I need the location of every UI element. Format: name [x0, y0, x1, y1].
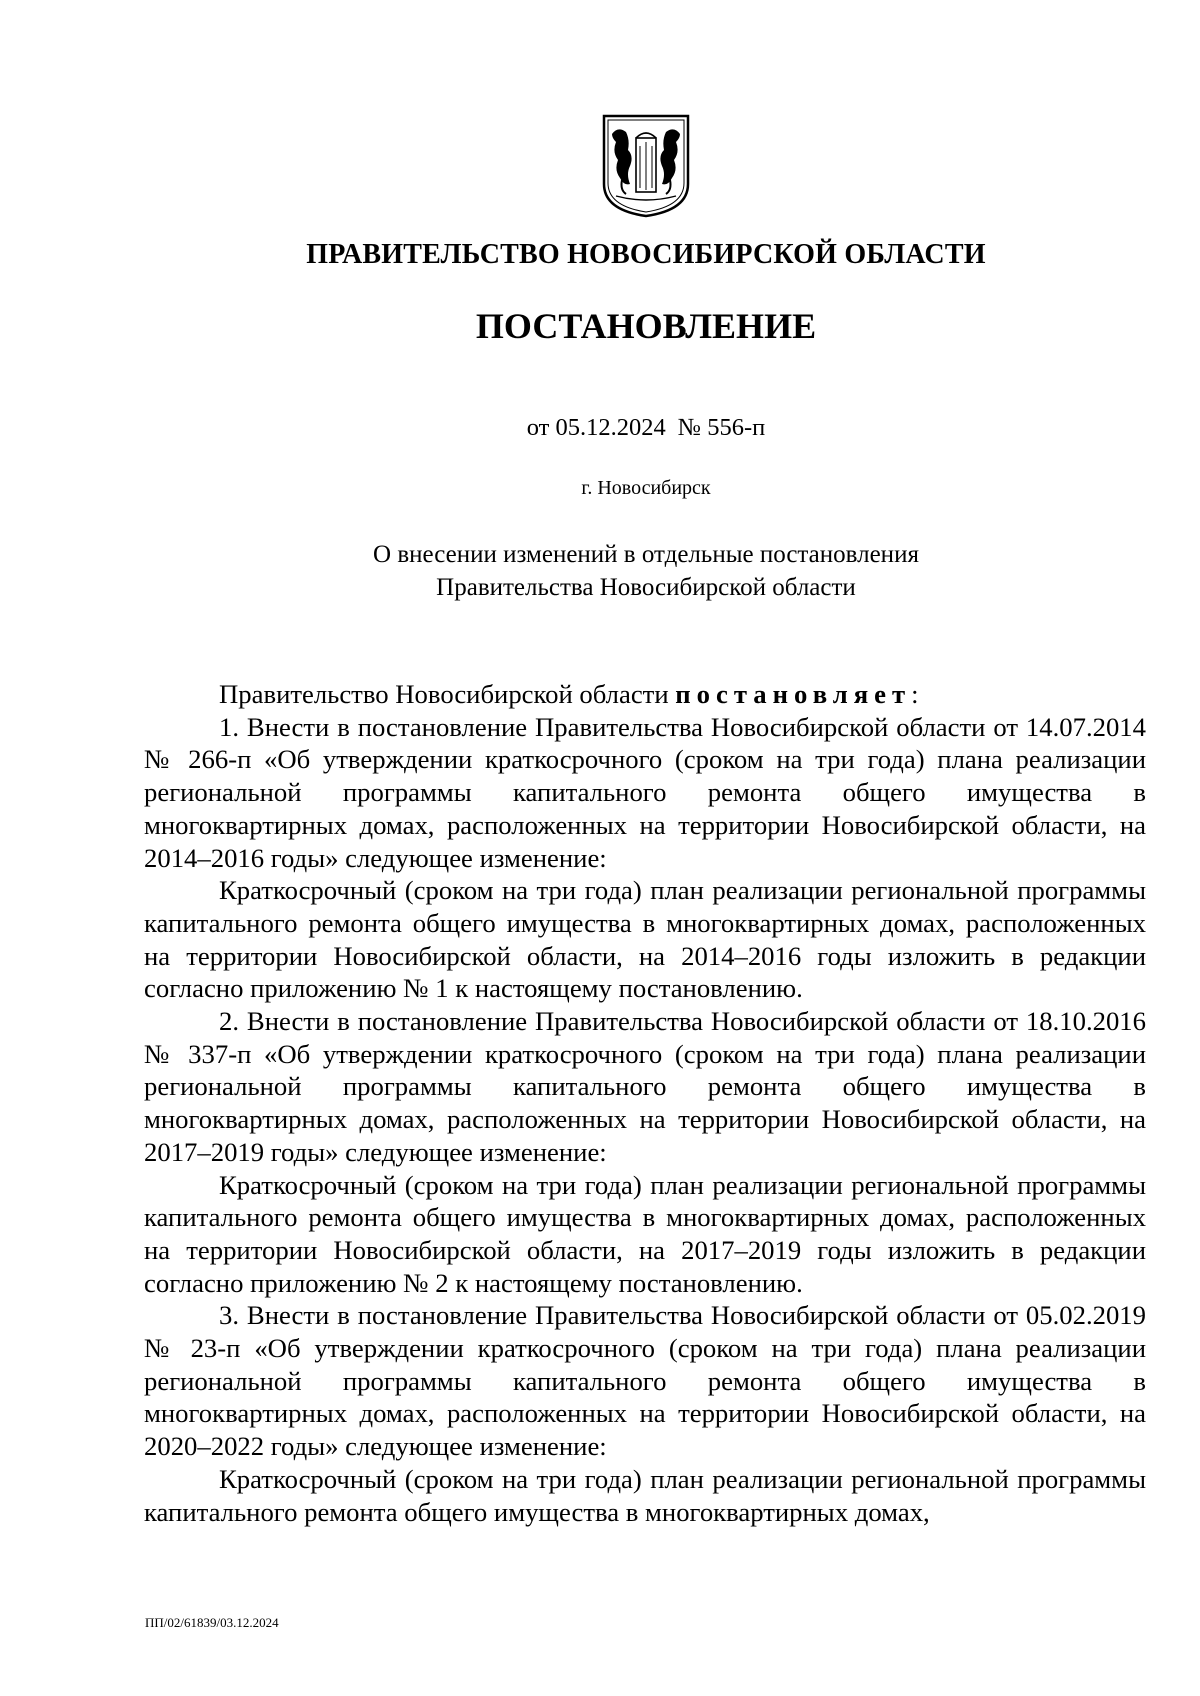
paragraph-3-change: Краткосрочный (сроком на три года) план реализации региональной программы капитального ремонта общего имущества в многоквартирных домах,: [144, 1463, 1146, 1527]
subject-line-2: Правительства Новосибирской области: [436, 574, 856, 601]
paragraph-2: 2. Внести в постановление Правительства Новосибирской области от 18.10.2016 № 337-п «Об утверждении краткосрочного (сроком на три года) плана реализации региональной программы капитального ремонта общего имущества в многоквартирных домах, расположенных на территории Новосибирской области, на 2017–2019 годы» следующее изменение:: [144, 1006, 1146, 1167]
organization-title: ПРАВИТЕЛЬСТВО НОВОСИБИРСКОЙ ОБЛАСТИ: [306, 239, 986, 270]
subject-line-1: О внесении изменений в отдельные постановления: [373, 541, 919, 568]
paragraph-1-change: Краткосрочный (сроком на три года) план реализации региональной программы капитального ремонта общего имущества в многоквартирных домах, расположенных на территории Новосибирской области, на 2014–2016 годы изложить в редакции согласно приложению № 1 к настоящему постановлению.: [144, 875, 1146, 1004]
document-date: от 05.12.2024: [526, 414, 666, 441]
document-number-line: [0, 414, 1200, 442]
intro-prefix: Правительство Новосибирской области: [219, 679, 669, 709]
document-number: № 556-п: [677, 414, 766, 441]
intro-verb: постановляет: [675, 679, 912, 709]
intro-paragraph: [144, 678, 1146, 711]
city: г. Новосибирск: [581, 477, 711, 499]
document-body: [144, 678, 1146, 1528]
document-type: ПОСТАНОВЛЕНИЕ: [475, 306, 817, 346]
document-registration-code: ПП/02/61839/03.12.2024: [145, 1615, 279, 1630]
coat-of-arms-icon: [600, 112, 692, 220]
document-subject: [0, 538, 1200, 604]
intro-suffix: :: [911, 679, 919, 709]
paragraph-2-change: Краткосрочный (сроком на три года) план реализации региональной программы капитального ремонта общего имущества в многоквартирных домах, расположенных на территории Новосибирской области, на 2017–2019 годы изложить в редакции согласно приложению № 2 к настоящему постановлению.: [144, 1169, 1146, 1298]
paragraph-3: 3. Внести в постановление Правительства Новосибирской области от 05.02.2019 № 23-п «Об утверждении краткосрочного (сроком на три года) плана реализации региональной программы капитального ремонта общего имущества в многоквартирных домах, расположенных на территории Новосибирской области, на 2020–2022 годы» следующее изменение:: [144, 1300, 1146, 1462]
paragraph-1: 1. Внести в постановление Правительства Новосибирской области от 14.07.2014 № 266-п «Об утверждении краткосрочного (сроком на три года) плана реализации региональной программы капитального ремонта общего имущества в многоквартирных домах, расположенных на территории Новосибирской области, на 2014–2016 годы» следующее изменение:: [144, 711, 1146, 873]
